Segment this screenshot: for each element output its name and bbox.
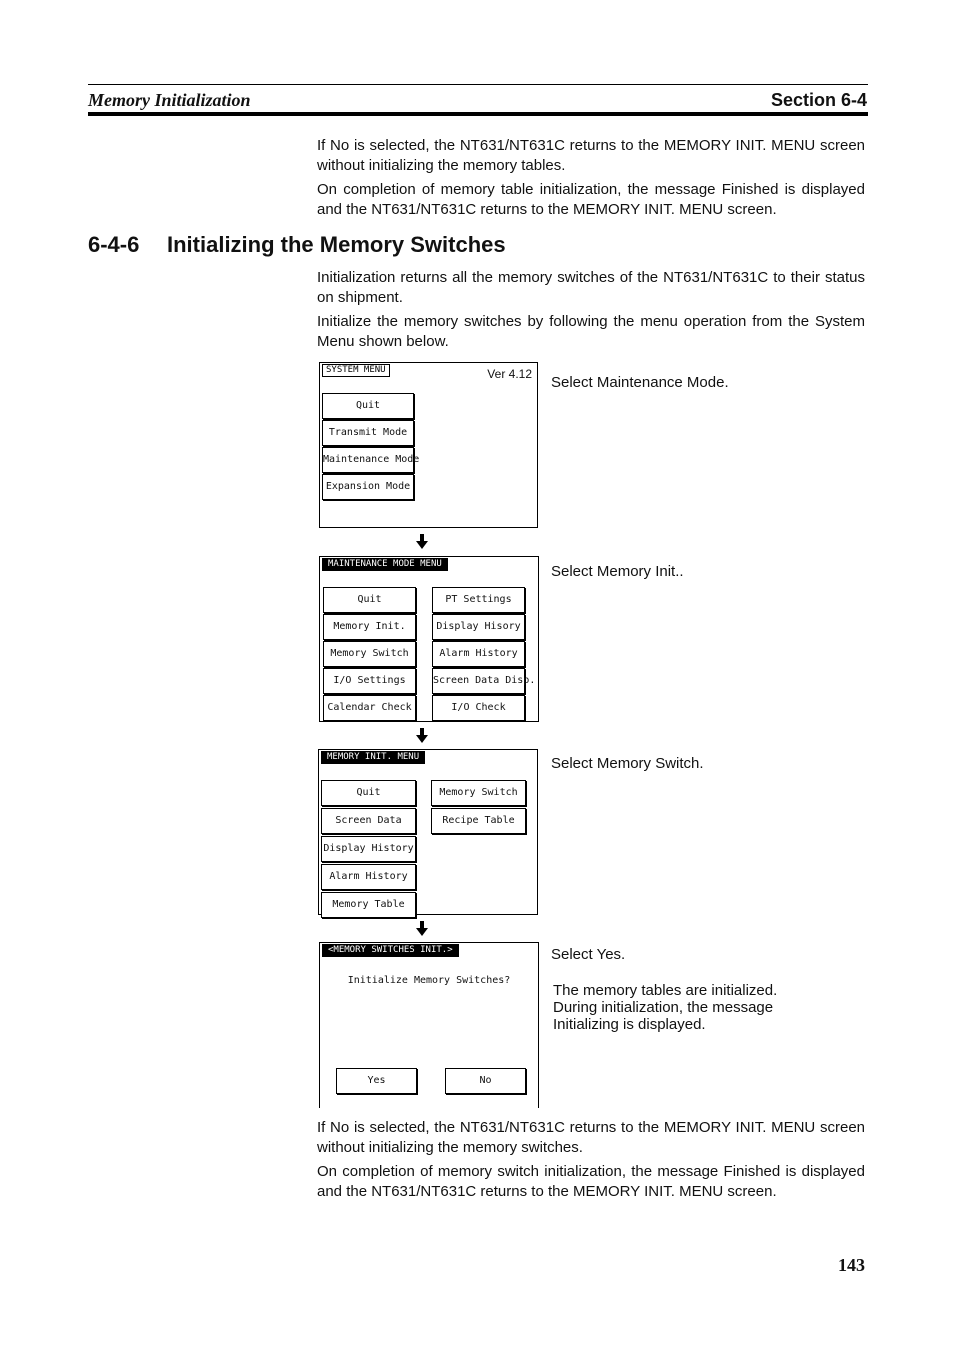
alarm-history-button[interactable]: Alarm History xyxy=(432,641,525,667)
expansion-mode-button[interactable]: Expansion Mode xyxy=(322,474,414,500)
header-rule-bottom xyxy=(88,112,868,116)
maintenance-mode-button[interactable]: Maintenance Mode xyxy=(322,447,414,473)
down-arrow-icon xyxy=(416,728,428,744)
page-number: 143 xyxy=(838,1255,865,1275)
memory-switch-button[interactable]: Memory Switch xyxy=(323,641,416,667)
note-line: During initialization, the message xyxy=(553,999,774,1016)
yes-button[interactable]: Yes xyxy=(336,1068,417,1094)
display-history-button[interactable]: Display Hisory xyxy=(432,614,525,640)
io-check-button[interactable]: I/O Check xyxy=(432,695,525,721)
note-initialization xyxy=(553,982,777,1033)
closing-paragraph-1: If No is selected, the NT631/NT631C returns to the MEMORY INIT. MENU screen without initializing the memory switches. xyxy=(317,1119,865,1156)
quit-button[interactable]: Quit xyxy=(323,587,416,613)
section-number: 6-4-6 xyxy=(88,232,140,257)
section-heading xyxy=(88,232,506,258)
intro-paragraph-2: On completion of memory table initialization, the message Finished is displayed and the NT631/NT631C returns to the MEMORY INIT. MENU screen. xyxy=(317,181,865,218)
down-arrow-icon xyxy=(416,921,428,937)
transmit-mode-button[interactable]: Transmit Mode xyxy=(322,420,414,446)
closing-paragraph-2: On completion of memory switch initialization, the message Finished is displayed and the NT631/NT631C returns to the MEMORY INIT. MENU screen. xyxy=(317,1163,865,1200)
section-title: Initializing the Memory Switches xyxy=(167,232,506,257)
note-line: Initializing is displayed. xyxy=(553,1016,706,1033)
memory-table-button[interactable]: Memory Table xyxy=(321,892,416,918)
body-paragraph-1: Initialization returns all the memory switches of the NT631/NT631C to their status on shipment. xyxy=(317,269,865,306)
recipe-table-button[interactable]: Recipe Table xyxy=(431,808,526,834)
alarm-history-button[interactable]: Alarm History xyxy=(321,864,416,890)
io-settings-button[interactable]: I/O Settings xyxy=(323,668,416,694)
running-header-title: Memory Initialization xyxy=(88,90,251,110)
memory-switches-init-screen xyxy=(319,942,539,1108)
no-button[interactable]: No xyxy=(445,1068,526,1094)
screen-title: MEMORY INIT. MENU xyxy=(321,751,425,764)
memory-init-menu-screen xyxy=(318,749,538,915)
version-label: Ver 4.12 xyxy=(487,367,532,381)
note-line: The memory tables are initialized. xyxy=(553,982,778,999)
note-select-memory-switch: Select Memory Switch. xyxy=(551,755,704,772)
note-select-memory-init: Select Memory Init.. xyxy=(551,563,684,580)
memory-init-button[interactable]: Memory Init. xyxy=(323,614,416,640)
memory-switch-button[interactable]: Memory Switch xyxy=(431,780,526,806)
header-rule-top xyxy=(88,84,868,85)
quit-button[interactable]: Quit xyxy=(321,780,416,806)
running-header-section: Section 6-4 xyxy=(770,90,867,110)
display-history-button[interactable]: Display History xyxy=(321,836,416,862)
screen-title: <MEMORY SWITCHES INIT.> xyxy=(322,944,459,957)
confirm-prompt: Initialize Memory Switches? xyxy=(347,975,511,986)
screen-title: SYSTEM MENU xyxy=(322,364,390,377)
note-select-maintenance: Select Maintenance Mode. xyxy=(551,374,729,391)
screen-title: MAINTENANCE MODE MENU xyxy=(322,558,448,571)
body-paragraph-2: Initialize the memory switches by following the menu operation from the System Menu shown below. xyxy=(317,313,865,350)
screen-data-disp-button[interactable]: Screen Data Disp. xyxy=(432,668,525,694)
down-arrow-icon xyxy=(416,534,428,550)
maintenance-mode-menu-screen xyxy=(319,556,539,722)
pt-settings-button[interactable]: PT Settings xyxy=(432,587,525,613)
screen-data-button[interactable]: Screen Data xyxy=(321,808,416,834)
note-select-yes: Select Yes. xyxy=(551,946,626,963)
calendar-check-button[interactable]: Calendar Check xyxy=(323,695,416,721)
quit-button[interactable]: Quit xyxy=(322,393,414,419)
system-menu-screen xyxy=(319,362,538,528)
intro-paragraph-1: If No is selected, the NT631/NT631C returns to the MEMORY INIT. MENU screen without initializing the memory tables. xyxy=(317,137,865,174)
